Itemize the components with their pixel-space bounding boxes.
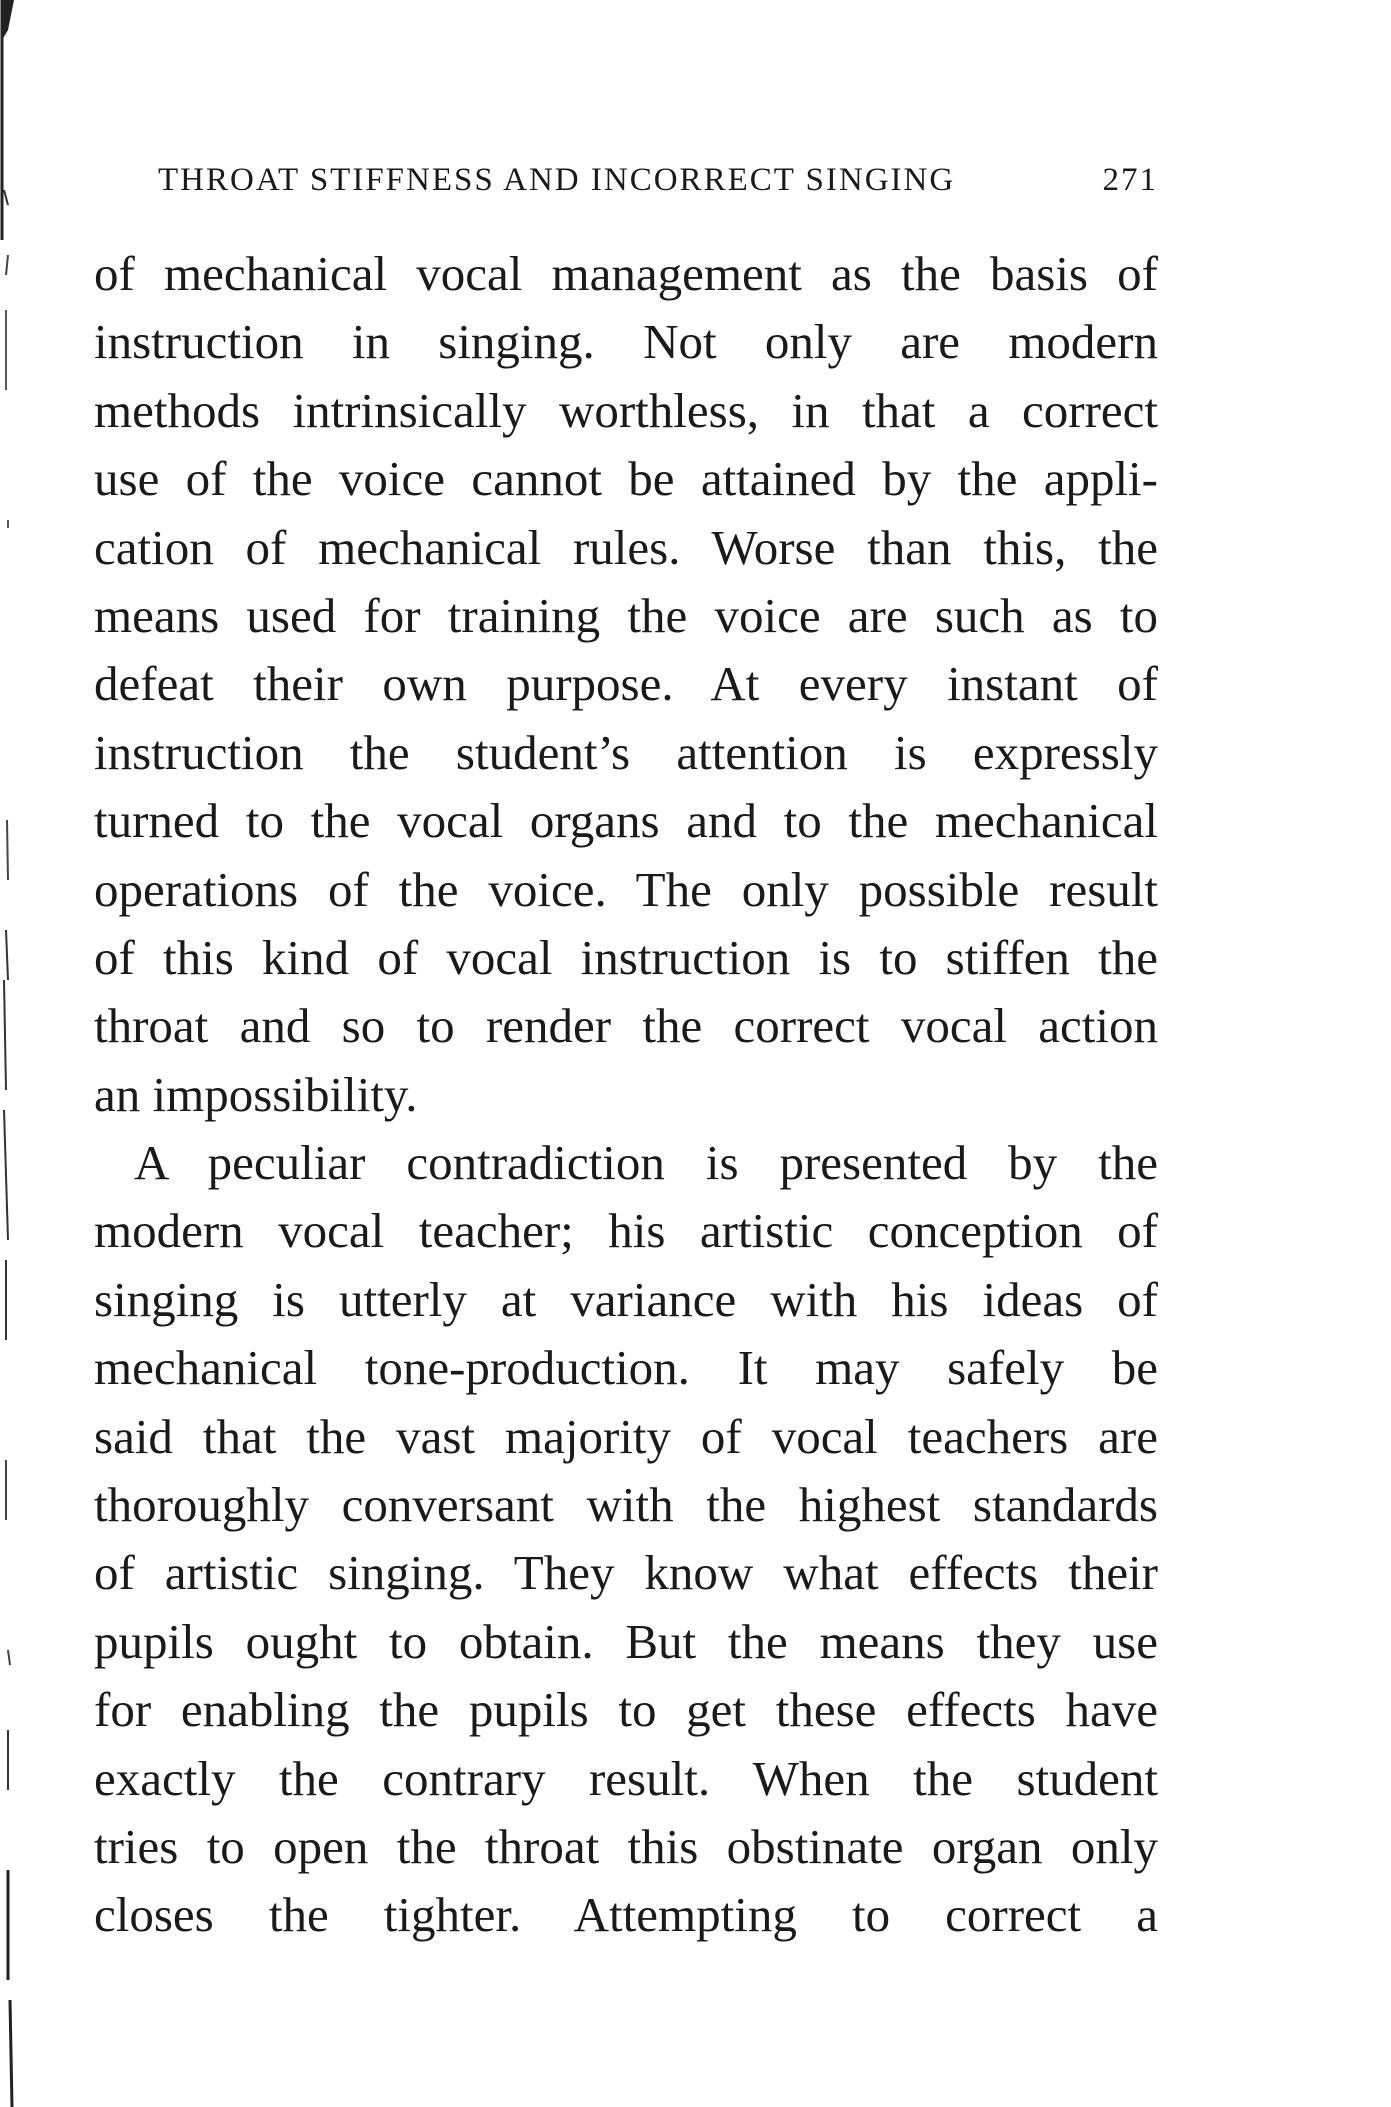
text-line: of mechanical vocal management as the basis of [94,246,1158,301]
text-line: an impossibility. [94,1066,418,1122]
text-line: operations of the voice. The only possible result [94,861,1158,917]
text-line: exactly the contrary result. When the student [94,1750,1158,1806]
text-line: singing is utterly at variance with his ideas of [94,1271,1158,1327]
text-line: of artistic singing. They know what effects their [94,1545,1158,1601]
text-line: thoroughly conversant with the highest standards [94,1477,1158,1533]
page-header [158,158,1158,208]
text-line: said that the vast majority of vocal teachers are [94,1408,1158,1464]
text-line: means used for training the voice are such as to [94,587,1158,643]
binding-edge-marks [0,0,22,2107]
text-line: A peculiar contradiction is presented by the [134,1135,1158,1191]
text-line: instruction in singing. Not only are modern [94,314,1158,370]
text-line: methods intrinsically worthless, in that a correct [94,382,1158,438]
running-title: THROAT STIFFNESS AND INCORRECT SINGING [158,162,956,198]
text-line: for enabling the pupils to get these effects have [94,1682,1158,1738]
text-line: cation of mechanical rules. Worse than this, the [94,519,1158,575]
text-line: use of the voice cannot be attained by the appli- [94,451,1158,507]
paragraph-1 [94,240,1158,1129]
text-line: turned to the vocal organs and to the mechanical [94,793,1158,849]
paragraph-2 [94,1129,1158,1950]
text-line: closes the tighter. Attempting to correct a [94,1887,1158,1943]
text-line: mechanical tone-production. It may safely be [94,1340,1158,1396]
text-line: modern vocal teacher; his artistic conception of [94,1203,1158,1259]
text-line: throat and so to render the correct vocal action [94,998,1158,1054]
text-line: instruction the student’s attention is expressly [94,724,1158,780]
text-line: of this kind of vocal instruction is to stiffen the [94,929,1158,985]
text-line: defeat their own purpose. At every instant of [94,656,1158,712]
page-number: 271 [1102,162,1158,198]
edge-ink-marks [2,0,14,2107]
text-line: pupils ought to obtain. But the means they use [94,1613,1158,1669]
body-text [94,240,1158,1950]
text-line: tries to open the throat this obstinate organ only [94,1818,1158,1874]
